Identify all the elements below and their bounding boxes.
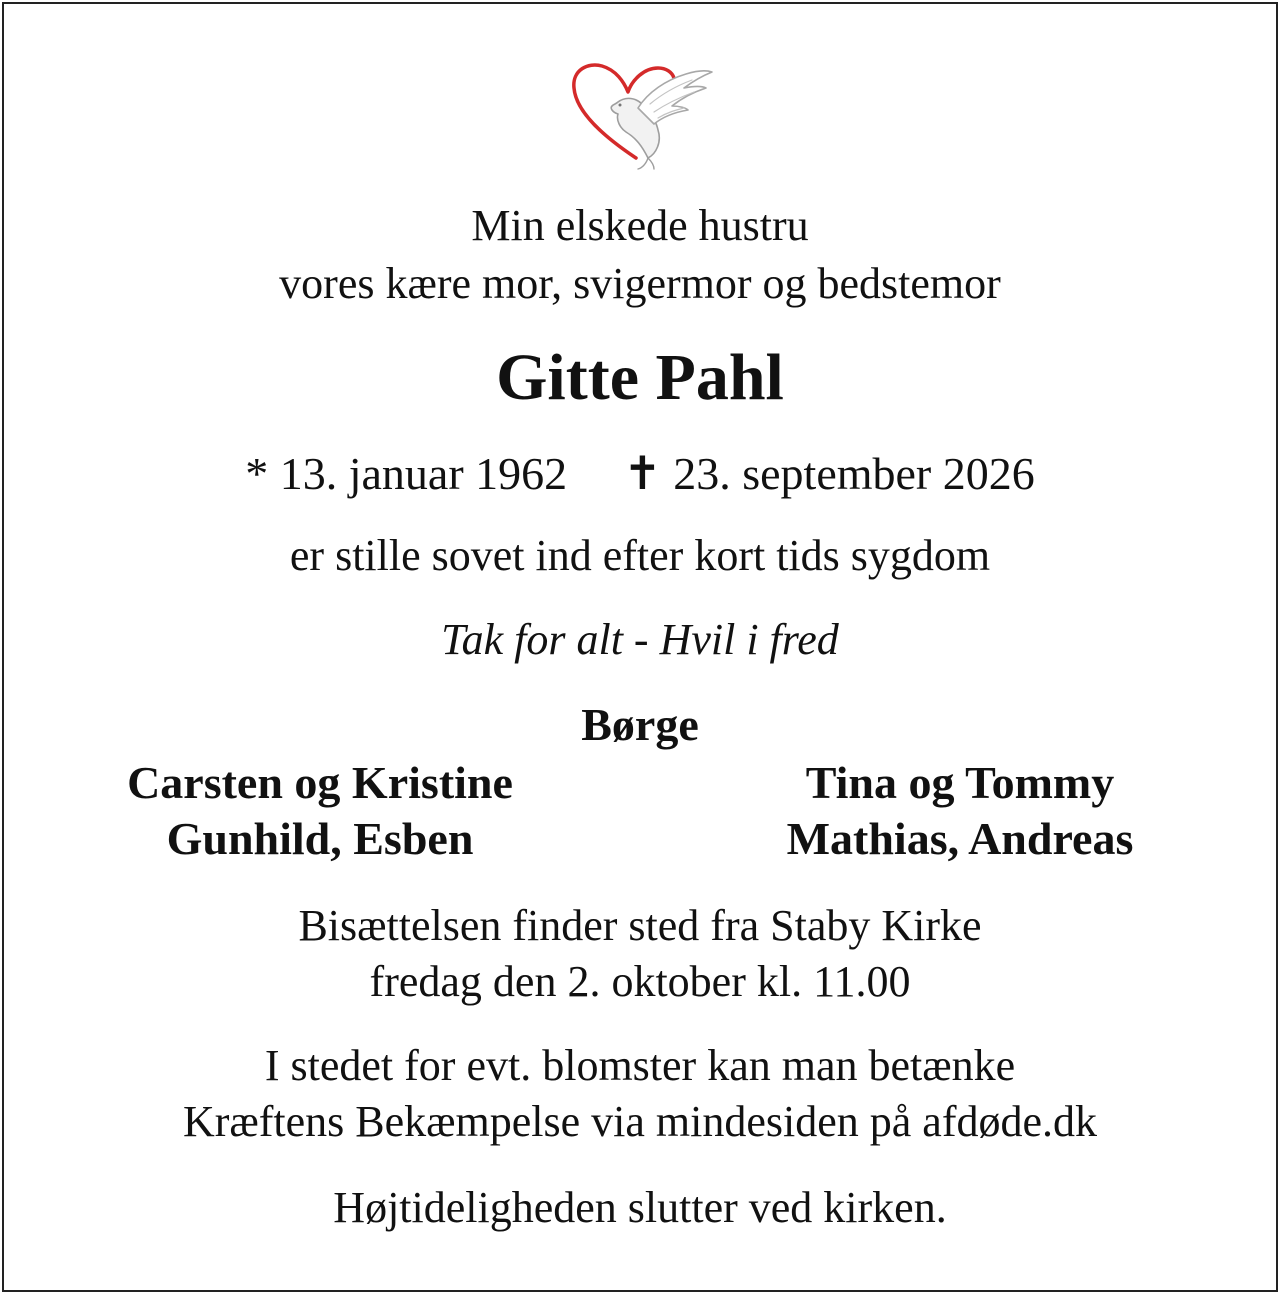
family-left-line-1: Carsten og Kristine (127, 757, 513, 808)
spouse-name: Børge (581, 699, 699, 750)
deceased-name: Gitte Pahl (496, 341, 784, 414)
closing-note: Højtideligheden slutter ved kirken. (333, 1183, 947, 1232)
heart-dove-icon (566, 58, 716, 170)
funeral-line-1: Bisættelsen finder sted fra Staby Kirke (298, 901, 982, 950)
motto: Tak for alt - Hvil i fred (441, 615, 839, 664)
family-right-line-2: Mathias, Andreas (786, 813, 1134, 864)
life-dates (0, 446, 1280, 500)
donation-line-1: I stedet for evt. blomster kan man betænke (264, 1041, 1016, 1090)
birth-date: * 13. januar 1962 (245, 448, 568, 499)
family-right-line-1: Tina og Tommy (805, 757, 1115, 808)
passing-note: er stille sovet ind efter kort tids sygdom (289, 531, 991, 580)
family-left-line-2: Gunhild, Esben (166, 813, 474, 864)
intro-line-1: Min elskede hustru (471, 201, 809, 250)
intro-line-2: vores kære mor, svigermor og bedstemor (279, 259, 1001, 308)
donation-line-2: Kræftens Bekæmpelse via mindesiden på afdøde.dk (182, 1097, 1097, 1146)
death-date: ✝ 23. september 2026 (623, 448, 1035, 499)
funeral-line-2: fredag den 2. oktober kl. 11.00 (369, 957, 911, 1006)
